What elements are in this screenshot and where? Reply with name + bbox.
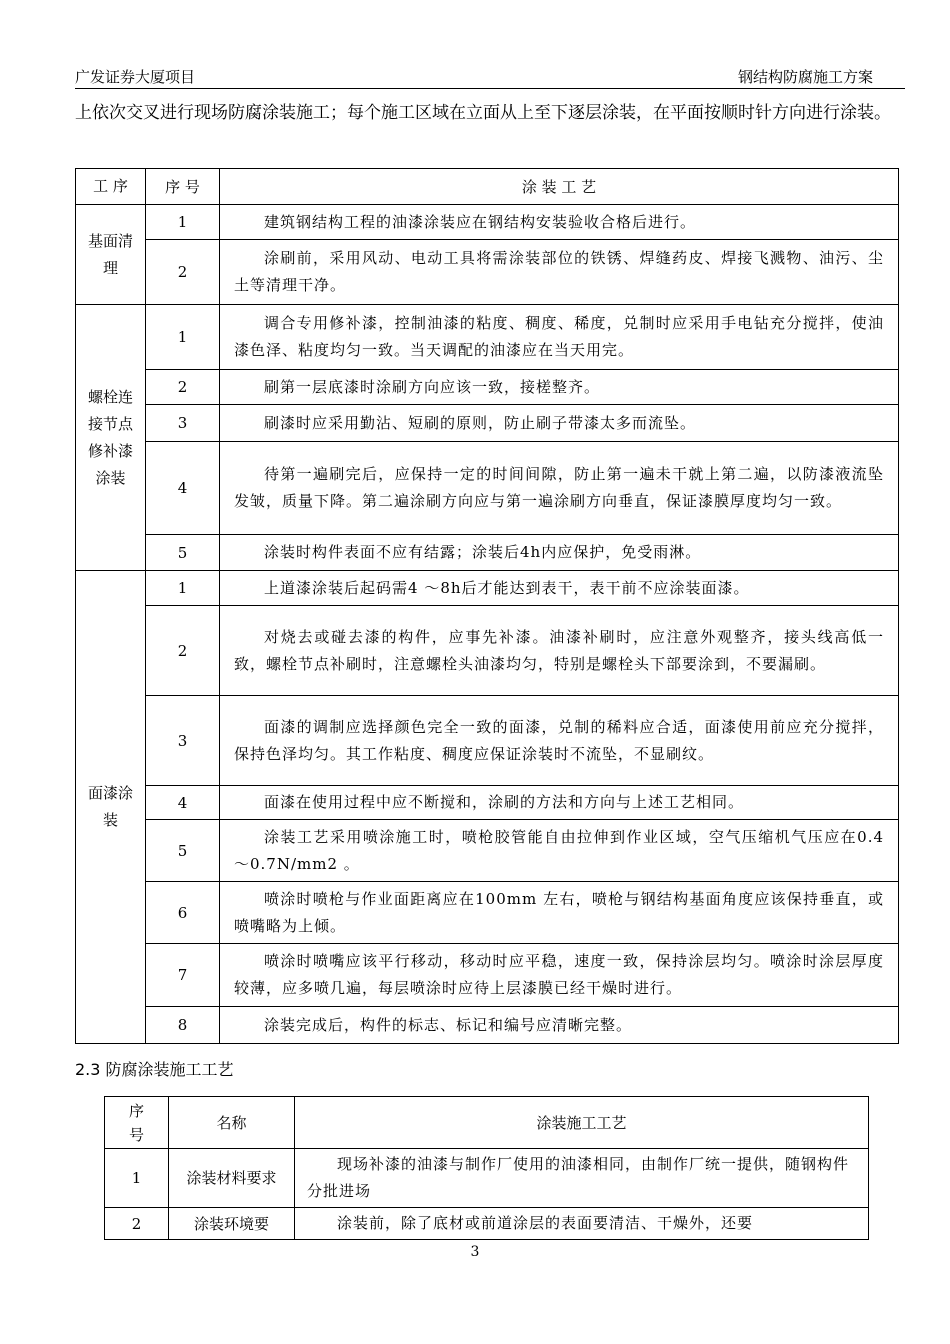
row-number: 4 [146,442,220,535]
craft-text: 现场补漆的油漆与制作厂使用的油漆相同，由制作厂统一提供，随钢构件分批进场 [307,1155,850,1200]
table-row [76,442,899,535]
table-row [76,205,899,240]
header-craft: 涂装施工工艺 [295,1097,869,1149]
craft-cell [220,370,899,405]
name-cell [169,1149,295,1208]
table-row [76,696,899,786]
craft-text: 涂装时构件表面不应有结露；涂装后4h内应保护，免受雨淋。 [264,543,702,561]
craft-cell [220,240,899,305]
header-name: 名称 [169,1097,295,1149]
craft-text: 对烧去或碰去漆的构件，应事先补漆。油漆补刷时，应注意外观整齐，接头线高低一致，螺栓节点补刷时，注意螺栓头油漆均匀，特别是螺栓头下部要涂到，不要漏刷。 [234,627,884,673]
process-cell [76,571,146,1044]
table-row [105,1208,869,1240]
craft-cell [220,820,899,882]
table-row [76,571,899,606]
header-number [105,1097,169,1149]
craft-text: 上道漆涂装后起码需4 ～8h后才能达到表干，表干前不应涂装面漆。 [264,578,750,597]
craft-text: 涂装完成后，构件的标志、标记和编号应清晰完整。 [264,1015,633,1034]
row-number: 5 [146,820,220,882]
table-row [76,606,899,696]
row-number: 2 [146,606,220,696]
row-number: 1 [105,1149,169,1208]
name-label: 涂装材料要求 [186,1169,277,1187]
craft-text: 面漆在使用过程中应不断搅和，涂刷的方法和方向与上述工艺相同。 [264,793,745,811]
craft-cell [220,571,899,606]
row-number: 1 [146,305,220,370]
table-row [76,305,899,370]
row-number: 2 [146,240,220,305]
header-number-label: 序号 [128,1101,144,1144]
row-number: 1 [146,571,220,606]
craft-cell [220,305,899,370]
table-header-row [105,1097,869,1149]
table-row [105,1149,869,1208]
craft-cell [220,944,899,1007]
craft-text: 涂装工艺采用喷涂施工时，喷枪胶管能自由拉伸到作业区域，空气压缩机气压应在0.4 ～0.7N/mm2 。 [234,827,884,873]
header-craft: 涂 装 工 艺 [220,169,899,205]
header-process: 工 序 [76,169,146,205]
table-row [76,786,899,820]
process-label: 螺栓连接节点修补漆涂装 [87,387,133,487]
craft-text: 刷漆时应采用勤沾、短刷的原则，防止刷子带漆太多而流坠。 [264,413,697,432]
craft-cell [295,1208,869,1240]
intro-paragraph: 上依次交叉进行现场防腐涂装施工；每个施工区域在立面从上至下逐层涂装，在平面按顺时针方向进行涂装。 [75,103,891,123]
table-row [76,944,899,1007]
row-number: 2 [105,1208,169,1240]
table-row [76,820,899,882]
craft-text: 待第一遍刷完后，应保持一定的时间间隙，防止第一遍未干就上第二遍，以防漆液流坠发皱，质量下降。第二遍涂刷方向应与第一遍涂刷方向垂直，保证漆膜厚度均匀一致。 [234,465,884,510]
row-number: 6 [146,882,220,944]
row-number: 7 [146,944,220,1007]
row-number: 5 [146,535,220,571]
craft-cell [220,606,899,696]
row-number: 8 [146,1007,220,1044]
page-number: 3 [470,1244,480,1260]
table-row [76,240,899,305]
craft-text: 面漆的调制应选择颜色完全一致的面漆，兑制的稀料应合适，面漆使用前应充分搅拌，保持色泽均匀。其工作粘度、稠度应保证涂装时不流坠，不显刷纹。 [234,717,884,763]
craft-text: 调合专用修补漆，控制油漆的粘度、稠度、稀度，兑制时应采用手电钻充分搅拌，使油漆色泽、粘度均匀一致。当天调配的油漆应在当天用完。 [234,314,884,359]
process-label: 基面清理 [87,231,133,277]
craft-cell [220,786,899,820]
process-label: 面漆涂装 [87,784,133,829]
row-number: 1 [146,205,220,240]
coating-process-table [75,168,899,1044]
row-number: 3 [146,405,220,442]
header-project-name: 广发证券大厦项目 [75,68,196,86]
process-cell [76,205,146,305]
craft-text: 刷第一层底漆时涂刷方向应该一致，接槎整齐。 [264,377,601,396]
craft-text: 喷涂时喷嘴应该平行移动，移动时应平稳，速度一致，保持涂层均匀。喷涂时涂层厚度较薄，应多喷几遍，每层喷涂时应待上层漆膜已经干燥时进行。 [234,952,884,997]
table-row [76,370,899,405]
craft-cell [220,696,899,786]
craft-text: 涂刷前，采用风动、电动工具将需涂装部位的铁锈、焊缝药皮、焊接飞溅物、油污、尘土等清理干净。 [234,249,884,294]
table-row [76,1007,899,1044]
name-cell: 涂装环境要 [169,1208,295,1240]
table-header-row [76,169,899,205]
header-document-title: 钢结构防腐施工方案 [737,68,873,86]
craft-text: 喷涂时喷枪与作业面距离应在100mm 左右，喷枪与钢结构基面角度应该保持垂直，或喷嘴略为上倾。 [234,889,884,935]
process-cell [76,305,146,571]
craft-text: 建筑钢结构工程的油漆涂装应在钢结构安装验收合格后进行。 [264,212,697,231]
construction-process-table [104,1096,869,1240]
craft-cell [220,1007,899,1044]
table-row [76,882,899,944]
craft-cell [220,205,899,240]
table-row [76,535,899,571]
craft-cell [220,405,899,442]
table-row [76,405,899,442]
header-number: 序 号 [146,169,220,205]
craft-cell [295,1149,869,1208]
craft-cell [220,535,899,571]
craft-cell [220,882,899,944]
page-header [75,64,905,89]
craft-cell [220,442,899,535]
craft-text: 涂装前，除了底材或前道涂层的表面要清洁、干燥外，还要 [337,1214,754,1232]
section-heading: 2.3 防腐涂装施工工艺 [75,1060,234,1079]
row-number: 3 [146,696,220,786]
row-number: 2 [146,370,220,405]
row-number: 4 [146,786,220,820]
